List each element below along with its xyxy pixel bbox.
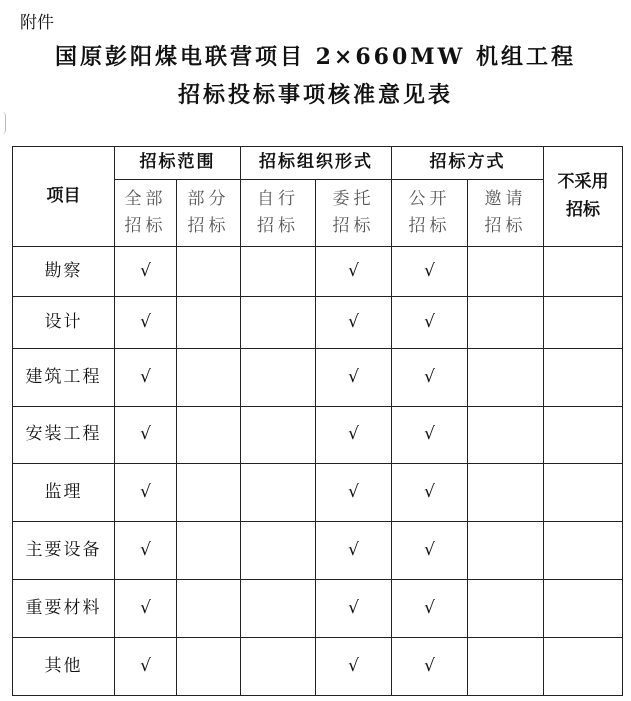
document-title-line1: 国原彭阳煤电联营项目 2×660MW 机组工程 [54, 44, 577, 70]
cell-invite [468, 247, 544, 297]
item-header: 项目 [13, 147, 115, 247]
cell-entrust: √ [316, 297, 392, 349]
cell-entrust: √ [316, 247, 392, 297]
group-header-organization: 招标组织形式 [241, 147, 392, 180]
item-name-cell: 建筑工程 [13, 349, 115, 407]
cell-entrust: √ [316, 522, 392, 580]
item-name-cell: 勘察 [13, 247, 115, 297]
table-row [13, 247, 623, 297]
cell-no-bid [544, 464, 623, 522]
cell-full: √ [115, 580, 177, 638]
table-row [13, 464, 623, 522]
cell-full: √ [115, 638, 177, 696]
cell-partial [177, 349, 241, 407]
cell-public: √ [392, 522, 468, 580]
cell-public: √ [392, 349, 468, 407]
group-header-method: 招标方式 [392, 147, 544, 180]
table-row [13, 638, 623, 696]
cell-no-bid [544, 247, 623, 297]
subheader-public-bid: 公开招标 [392, 180, 468, 247]
cell-public: √ [392, 580, 468, 638]
cell-invite [468, 580, 544, 638]
table-row [13, 297, 623, 349]
cell-no-bid [544, 580, 623, 638]
cell-self [241, 522, 316, 580]
cell-public: √ [392, 297, 468, 349]
item-name-cell: 设计 [13, 297, 115, 349]
cell-self [241, 580, 316, 638]
item-name-cell: 其他 [13, 638, 115, 696]
subheader-partial-bid: 部分招标 [177, 180, 241, 247]
cell-self [241, 464, 316, 522]
cell-entrust: √ [316, 407, 392, 464]
no-bid-header: 不采用招标 [544, 147, 623, 247]
cell-full: √ [115, 522, 177, 580]
approval-table [12, 146, 623, 696]
cell-partial [177, 247, 241, 297]
cell-no-bid [544, 522, 623, 580]
cell-public: √ [392, 247, 468, 297]
item-name-cell: 主要设备 [13, 522, 115, 580]
cell-invite [468, 349, 544, 407]
cell-partial [177, 580, 241, 638]
cell-no-bid [544, 297, 623, 349]
subheader-invite-bid: 邀请招标 [468, 180, 544, 247]
cell-partial [177, 407, 241, 464]
cell-entrust: √ [316, 349, 392, 407]
page-edge-marker [0, 112, 6, 134]
cell-full: √ [115, 407, 177, 464]
item-name-cell: 监理 [13, 464, 115, 522]
cell-public: √ [392, 407, 468, 464]
document-title-line2: 招标投标事项核准意见表 [177, 82, 453, 108]
table-row [13, 407, 623, 464]
cell-entrust: √ [316, 638, 392, 696]
cell-entrust: √ [316, 464, 392, 522]
cell-public: √ [392, 464, 468, 522]
group-header-scope: 招标范围 [115, 147, 241, 180]
cell-entrust: √ [316, 580, 392, 638]
attachment-label: 附件 [20, 13, 54, 33]
cell-no-bid [544, 638, 623, 696]
item-name-cell: 重要材料 [13, 580, 115, 638]
cell-no-bid [544, 407, 623, 464]
cell-full: √ [115, 247, 177, 297]
cell-self [241, 297, 316, 349]
cell-full: √ [115, 464, 177, 522]
cell-self [241, 349, 316, 407]
cell-partial [177, 638, 241, 696]
subheader-entrust-bid: 委托招标 [316, 180, 392, 247]
cell-partial [177, 297, 241, 349]
cell-full: √ [115, 297, 177, 349]
cell-invite [468, 407, 544, 464]
cell-no-bid [544, 349, 623, 407]
cell-self [241, 407, 316, 464]
cell-invite [468, 522, 544, 580]
cell-partial [177, 522, 241, 580]
subheader-self-bid: 自行招标 [241, 180, 316, 247]
cell-self [241, 638, 316, 696]
cell-self [241, 247, 316, 297]
header-row-groups [13, 147, 623, 180]
cell-invite [468, 638, 544, 696]
cell-invite [468, 464, 544, 522]
cell-public: √ [392, 638, 468, 696]
cell-partial [177, 464, 241, 522]
subheader-full-bid: 全部招标 [115, 180, 177, 247]
cell-invite [468, 297, 544, 349]
table-row [13, 349, 623, 407]
item-name-cell: 安装工程 [13, 407, 115, 464]
cell-full: √ [115, 349, 177, 407]
table-row [13, 580, 623, 638]
table-row [13, 522, 623, 580]
table-body [13, 247, 623, 696]
